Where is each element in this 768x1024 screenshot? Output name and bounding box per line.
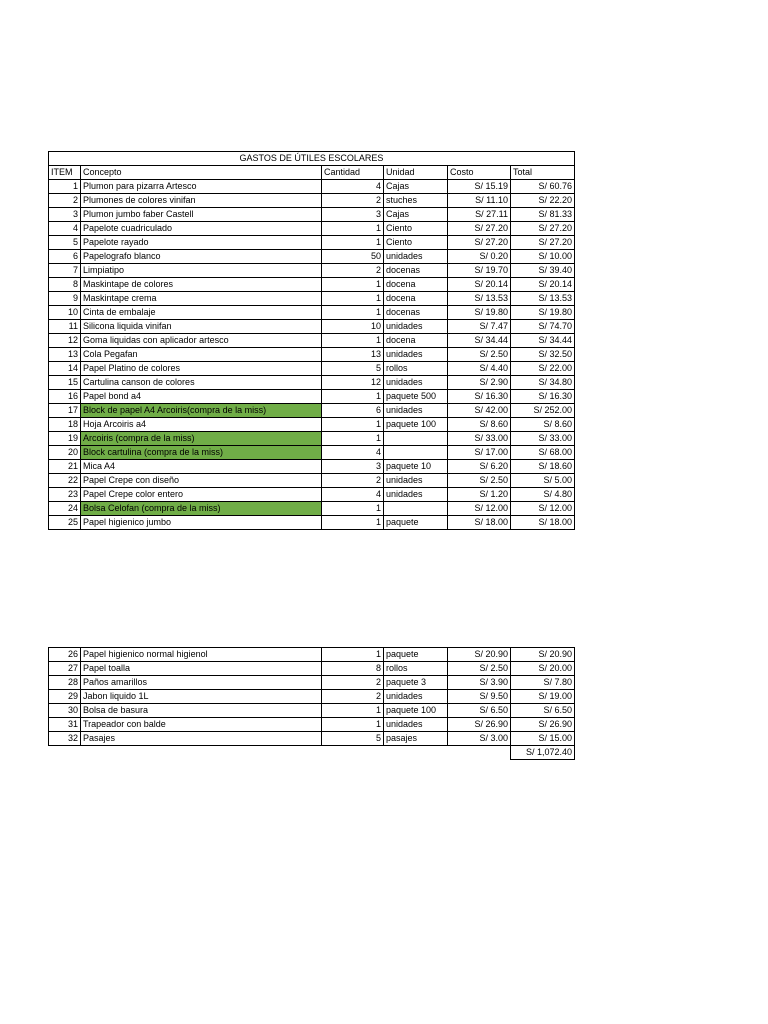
cell-costo: S/ 2.50 [448, 662, 511, 676]
cell-costo: S/ 19.80 [448, 306, 511, 320]
cell-total: S/ 8.60 [511, 418, 575, 432]
cell-item: 16 [49, 390, 81, 404]
cell-total: S/ 6.50 [511, 704, 575, 718]
cell-unidad: paquete [384, 648, 448, 662]
cell-costo: S/ 8.60 [448, 418, 511, 432]
cell-unidad: paquete 100 [384, 704, 448, 718]
table-title-row [49, 152, 575, 166]
cell-item: 19 [49, 432, 81, 446]
cell-cantidad: 2 [322, 194, 384, 208]
table-row [49, 362, 575, 376]
cell-concepto: Papel higienico jumbo [81, 516, 322, 530]
cell-total: S/ 7.80 [511, 676, 575, 690]
cell-unidad: paquete 3 [384, 676, 448, 690]
cell-cantidad: 1 [322, 306, 384, 320]
cell-item: 6 [49, 250, 81, 264]
table-row [49, 488, 575, 502]
cell-concepto: Papel Crepe con diseño [81, 474, 322, 488]
table-row [49, 180, 575, 194]
cell-concepto: Jabon liquido 1L [81, 690, 322, 704]
cell-total: S/ 18.00 [511, 516, 575, 530]
cell-unidad: pasajes [384, 732, 448, 746]
expenses-table-part2 [48, 647, 575, 760]
cell-costo: S/ 34.44 [448, 334, 511, 348]
cell-concepto: Papelografo blanco [81, 250, 322, 264]
cell-item: 15 [49, 376, 81, 390]
cell-total: S/ 15.00 [511, 732, 575, 746]
table-row [49, 236, 575, 250]
cell-unidad: unidades [384, 320, 448, 334]
table-row [49, 306, 575, 320]
cell-item: 4 [49, 222, 81, 236]
cell-unidad: Ciento [384, 222, 448, 236]
cell-costo: S/ 1.20 [448, 488, 511, 502]
cell-cantidad: 2 [322, 676, 384, 690]
cell-concepto: Trapeador con balde [81, 718, 322, 732]
cell-cantidad: 1 [322, 718, 384, 732]
cell-total: S/ 34.80 [511, 376, 575, 390]
cell-item: 28 [49, 676, 81, 690]
cell-total: S/ 13.53 [511, 292, 575, 306]
cell-costo: S/ 27.11 [448, 208, 511, 222]
cell-concepto: Papel bond a4 [81, 390, 322, 404]
cell-concepto: Paños amarillos [81, 676, 322, 690]
cell-cantidad: 4 [322, 446, 384, 460]
cell-concepto: Cartulina canson de colores [81, 376, 322, 390]
cell-total: S/ 19.00 [511, 690, 575, 704]
cell-cantidad: 13 [322, 348, 384, 362]
cell-item: 29 [49, 690, 81, 704]
cell-unidad: Ciento [384, 236, 448, 250]
cell-item: 5 [49, 236, 81, 250]
table-row [49, 264, 575, 278]
cell-cantidad: 5 [322, 732, 384, 746]
cell-unidad: docena [384, 334, 448, 348]
table-row [49, 390, 575, 404]
cell-total: S/ 4.80 [511, 488, 575, 502]
cell-total: S/ 19.80 [511, 306, 575, 320]
table-row [49, 334, 575, 348]
cell-concepto: Silicona liquida vinifan [81, 320, 322, 334]
table-row [49, 194, 575, 208]
cell-concepto: Mica A4 [81, 460, 322, 474]
cell-unidad [384, 432, 448, 446]
grand-total-row [49, 746, 575, 760]
table-row [49, 432, 575, 446]
cell-costo: S/ 33.00 [448, 432, 511, 446]
cell-concepto: Maskintape crema [81, 292, 322, 306]
cell-cantidad: 1 [322, 236, 384, 250]
cell-unidad: unidades [384, 404, 448, 418]
cell-item: 7 [49, 264, 81, 278]
cell-concepto: Papel Crepe color entero [81, 488, 322, 502]
table-row [49, 376, 575, 390]
cell-costo: S/ 27.20 [448, 236, 511, 250]
cell-cantidad: 1 [322, 390, 384, 404]
cell-concepto: Papel Platino de colores [81, 362, 322, 376]
cell-unidad: rollos [384, 662, 448, 676]
cell-total: S/ 26.90 [511, 718, 575, 732]
cell-concepto: Block cartulina (compra de la miss) [81, 446, 322, 460]
cell-costo: S/ 20.14 [448, 278, 511, 292]
table-row [49, 704, 575, 718]
cell-costo: S/ 3.00 [448, 732, 511, 746]
cell-unidad: paquete [384, 516, 448, 530]
cell-item: 31 [49, 718, 81, 732]
cell-concepto: Plumon jumbo faber Castell [81, 208, 322, 222]
cell-cantidad: 1 [322, 334, 384, 348]
cell-costo: S/ 17.00 [448, 446, 511, 460]
cell-total: S/ 22.20 [511, 194, 575, 208]
cell-unidad: unidades [384, 250, 448, 264]
cell-item: 18 [49, 418, 81, 432]
cell-total: S/ 22.00 [511, 362, 575, 376]
cell-total: S/ 12.00 [511, 502, 575, 516]
table-row [49, 474, 575, 488]
cell-cantidad: 1 [322, 292, 384, 306]
cell-concepto: Papelote cuadriculado [81, 222, 322, 236]
cell-cantidad: 1 [322, 278, 384, 292]
cell-unidad [384, 502, 448, 516]
cell-item: 20 [49, 446, 81, 460]
cell-unidad: Cajas [384, 180, 448, 194]
cell-total: S/ 18.60 [511, 460, 575, 474]
cell-unidad: paquete 100 [384, 418, 448, 432]
cell-total: S/ 60.76 [511, 180, 575, 194]
cell-concepto: Block de papel A4 Arcoiris(compra de la miss) [81, 404, 322, 418]
cell-costo: S/ 11.10 [448, 194, 511, 208]
table-row [49, 278, 575, 292]
cell-cantidad: 2 [322, 474, 384, 488]
table-row [49, 320, 575, 334]
header-row [49, 166, 575, 180]
cell-total: S/ 252.00 [511, 404, 575, 418]
cell-concepto: Goma liquidas con aplicador artesco [81, 334, 322, 348]
cell-unidad: docena [384, 292, 448, 306]
cell-cantidad: 1 [322, 418, 384, 432]
cell-item: 11 [49, 320, 81, 334]
cell-item: 2 [49, 194, 81, 208]
cell-cantidad: 12 [322, 376, 384, 390]
cell-total: S/ 27.20 [511, 222, 575, 236]
cell-costo: S/ 20.90 [448, 648, 511, 662]
table-row [49, 446, 575, 460]
cell-concepto: Plumon para pizarra Artesco [81, 180, 322, 194]
cell-cantidad: 1 [322, 502, 384, 516]
cell-costo: S/ 19.70 [448, 264, 511, 278]
table-row [49, 690, 575, 704]
cell-unidad: rollos [384, 362, 448, 376]
cell-total: S/ 20.90 [511, 648, 575, 662]
cell-cantidad: 6 [322, 404, 384, 418]
table-row [49, 292, 575, 306]
table-row [49, 662, 575, 676]
cell-total: S/ 27.20 [511, 236, 575, 250]
cell-costo: S/ 27.20 [448, 222, 511, 236]
table-row [49, 208, 575, 222]
cell-cantidad: 4 [322, 180, 384, 194]
cell-cantidad: 1 [322, 432, 384, 446]
cell-unidad: unidades [384, 718, 448, 732]
cell-concepto: Plumones de colores vinifan [81, 194, 322, 208]
cell-cantidad: 50 [322, 250, 384, 264]
cell-item: 14 [49, 362, 81, 376]
cell-total: S/ 10.00 [511, 250, 575, 264]
cell-unidad: paquete 500 [384, 390, 448, 404]
cell-cantidad: 3 [322, 460, 384, 474]
table-row [49, 718, 575, 732]
cell-concepto: Cinta de embalaje [81, 306, 322, 320]
cell-unidad: paquete 10 [384, 460, 448, 474]
header-costo: Costo [448, 166, 511, 180]
cell-item: 21 [49, 460, 81, 474]
cell-costo: S/ 0.20 [448, 250, 511, 264]
cell-cantidad: 4 [322, 488, 384, 502]
cell-total: S/ 20.14 [511, 278, 575, 292]
cell-total: S/ 5.00 [511, 474, 575, 488]
cell-cantidad: 1 [322, 222, 384, 236]
table-title: GASTOS DE ÚTILES ESCOLARES [49, 152, 575, 166]
cell-cantidad: 5 [322, 362, 384, 376]
cell-concepto: Papel toalla [81, 662, 322, 676]
cell-item: 8 [49, 278, 81, 292]
cell-concepto: Bolsa de basura [81, 704, 322, 718]
header-total: Total [511, 166, 575, 180]
cell-cantidad: 2 [322, 690, 384, 704]
cell-unidad: Cajas [384, 208, 448, 222]
cell-item: 25 [49, 516, 81, 530]
table-row [49, 222, 575, 236]
header-unidad: Unidad [384, 166, 448, 180]
cell-costo: S/ 16.30 [448, 390, 511, 404]
table-row [49, 418, 575, 432]
cell-costo: S/ 6.50 [448, 704, 511, 718]
table-row [49, 648, 575, 662]
cell-total: S/ 39.40 [511, 264, 575, 278]
cell-costo: S/ 12.00 [448, 502, 511, 516]
cell-costo: S/ 4.40 [448, 362, 511, 376]
cell-unidad: unidades [384, 474, 448, 488]
cell-unidad: docenas [384, 264, 448, 278]
cell-item: 23 [49, 488, 81, 502]
cell-unidad: stuches [384, 194, 448, 208]
cell-unidad: unidades [384, 348, 448, 362]
cell-cantidad: 1 [322, 516, 384, 530]
cell-item: 27 [49, 662, 81, 676]
cell-unidad [384, 446, 448, 460]
cell-total: S/ 81.33 [511, 208, 575, 222]
cell-costo: S/ 6.20 [448, 460, 511, 474]
cell-item: 22 [49, 474, 81, 488]
cell-concepto: Pasajes [81, 732, 322, 746]
cell-item: 9 [49, 292, 81, 306]
cell-total: S/ 16.30 [511, 390, 575, 404]
cell-costo: S/ 15.19 [448, 180, 511, 194]
header-concepto: Concepto [81, 166, 322, 180]
table-row [49, 250, 575, 264]
grand-total: S/ 1,072.40 [511, 746, 575, 760]
cell-item: 3 [49, 208, 81, 222]
cell-costo: S/ 42.00 [448, 404, 511, 418]
cell-concepto: Maskintape de colores [81, 278, 322, 292]
cell-cantidad: 10 [322, 320, 384, 334]
cell-concepto: Papel higienico normal higienol [81, 648, 322, 662]
cell-concepto: Limpiatipo [81, 264, 322, 278]
cell-cantidad: 1 [322, 704, 384, 718]
cell-costo: S/ 3.90 [448, 676, 511, 690]
cell-costo: S/ 13.53 [448, 292, 511, 306]
header-cantidad: Cantidad [322, 166, 384, 180]
cell-costo: S/ 26.90 [448, 718, 511, 732]
cell-item: 12 [49, 334, 81, 348]
cell-item: 13 [49, 348, 81, 362]
cell-cantidad: 8 [322, 662, 384, 676]
cell-costo: S/ 18.00 [448, 516, 511, 530]
expenses-table-part1 [48, 151, 575, 530]
cell-unidad: unidades [384, 376, 448, 390]
cell-item: 1 [49, 180, 81, 194]
cell-item: 26 [49, 648, 81, 662]
cell-cantidad: 1 [322, 648, 384, 662]
table-row [49, 460, 575, 474]
cell-unidad: unidades [384, 690, 448, 704]
cell-costo: S/ 2.50 [448, 474, 511, 488]
cell-concepto: Papelote rayado [81, 236, 322, 250]
cell-concepto: Cola Pegafan [81, 348, 322, 362]
cell-concepto: Hoja Arcoiris a4 [81, 418, 322, 432]
cell-item: 24 [49, 502, 81, 516]
cell-concepto: Bolsa Celofan (compra de la miss) [81, 502, 322, 516]
cell-item: 32 [49, 732, 81, 746]
cell-total: S/ 34.44 [511, 334, 575, 348]
cell-unidad: unidades [384, 488, 448, 502]
cell-total: S/ 33.00 [511, 432, 575, 446]
table-row [49, 732, 575, 746]
cell-total: S/ 68.00 [511, 446, 575, 460]
cell-costo: S/ 7.47 [448, 320, 511, 334]
table-row [49, 404, 575, 418]
cell-item: 30 [49, 704, 81, 718]
cell-unidad: docenas [384, 306, 448, 320]
cell-item: 10 [49, 306, 81, 320]
table-row [49, 516, 575, 530]
table-row [49, 502, 575, 516]
table-row [49, 348, 575, 362]
cell-cantidad: 2 [322, 264, 384, 278]
cell-costo: S/ 2.50 [448, 348, 511, 362]
cell-concepto: Arcoiris (compra de la miss) [81, 432, 322, 446]
cell-costo: S/ 9.50 [448, 690, 511, 704]
cell-cantidad: 3 [322, 208, 384, 222]
table-row [49, 676, 575, 690]
header-item: ITEM [49, 166, 81, 180]
cell-item: 17 [49, 404, 81, 418]
cell-total: S/ 32.50 [511, 348, 575, 362]
cell-costo: S/ 2.90 [448, 376, 511, 390]
cell-unidad: docena [384, 278, 448, 292]
cell-total: S/ 20.00 [511, 662, 575, 676]
cell-total: S/ 74.70 [511, 320, 575, 334]
